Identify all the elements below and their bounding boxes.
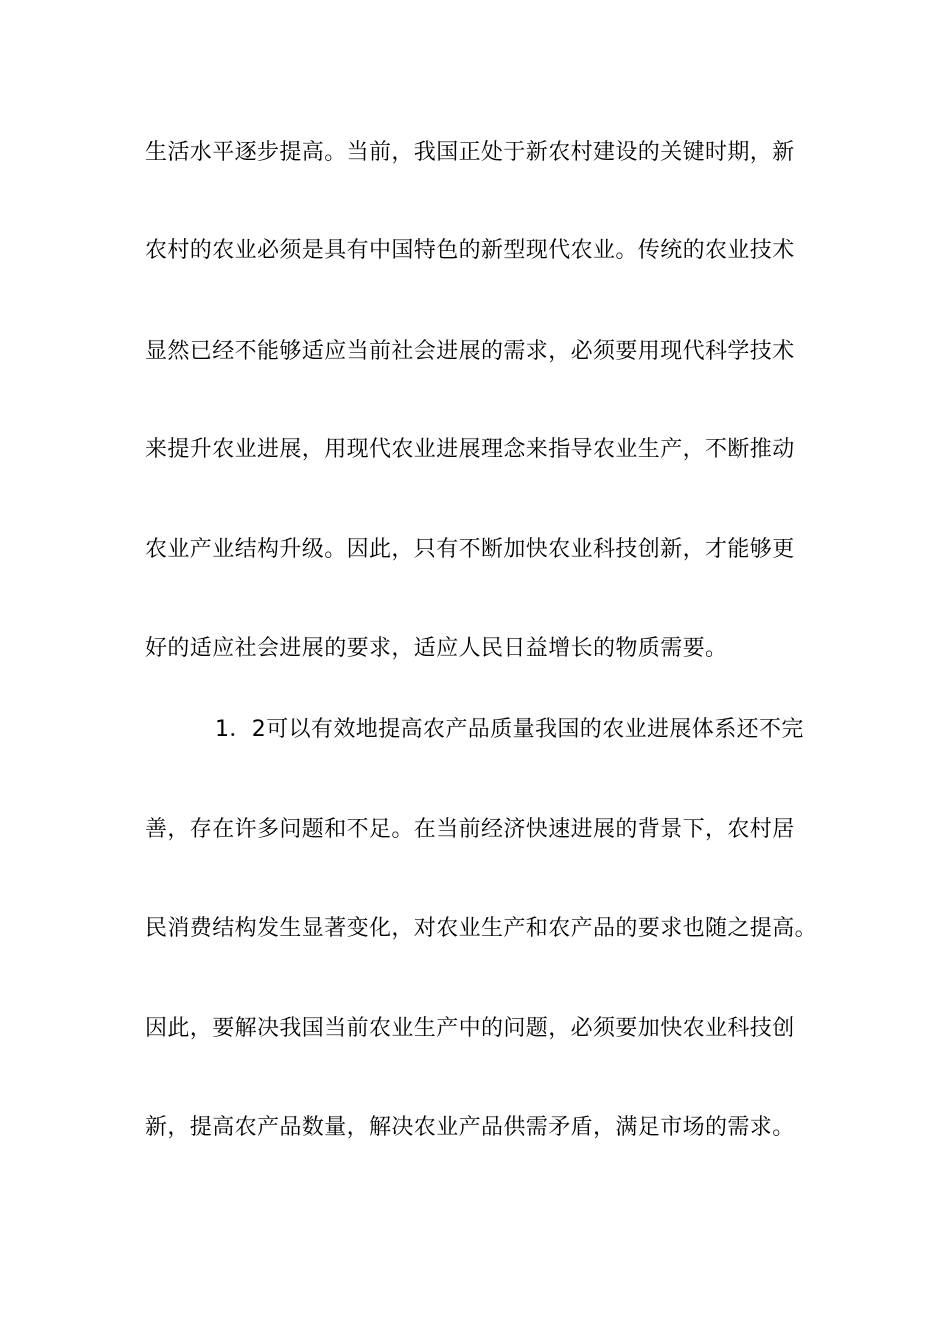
text-line-9: 民消费结构发生显著变化，对农业生产和农产品的要求也随之提高。 — [145, 916, 818, 941]
text-line-10: 因此，要解决我国当前农业生产中的问题，必须要加快农业科技创 — [145, 1016, 795, 1041]
text-line-6: 好的适应社会进展的要求，适应人民日益增长的物质需要。 — [145, 636, 728, 661]
text-line-4: 来提升农业进展，用现代农业进展理念来指导农业生产，不断推动 — [145, 437, 795, 462]
text-line-8: 善，存在许多问题和不足。在当前经济快速进展的背景下，农村居 — [145, 817, 795, 842]
text-line-11: 新，提高农产品数量，解决农业产品供需矛盾，满足市场的需求。 — [145, 1115, 795, 1140]
text-line-2: 农村的农业必须是具有中国特色的新型现代农业。传统的农业技术 — [145, 238, 795, 263]
section-heading-line: 1．2可以有效地提高农产品质量我国的农业进展体系还不完 — [215, 717, 804, 742]
text-line-5: 农业产业结构升级。因此，只有不断加快农业科技创新，才能够更 — [145, 537, 795, 562]
text-line-3: 显然已经不能够适应当前社会进展的需求，必须要用现代科学技术 — [145, 339, 795, 364]
text-line-1: 生活水平逐步提高。当前，我国正处于新农村建设的关键时期，新 — [145, 140, 795, 165]
